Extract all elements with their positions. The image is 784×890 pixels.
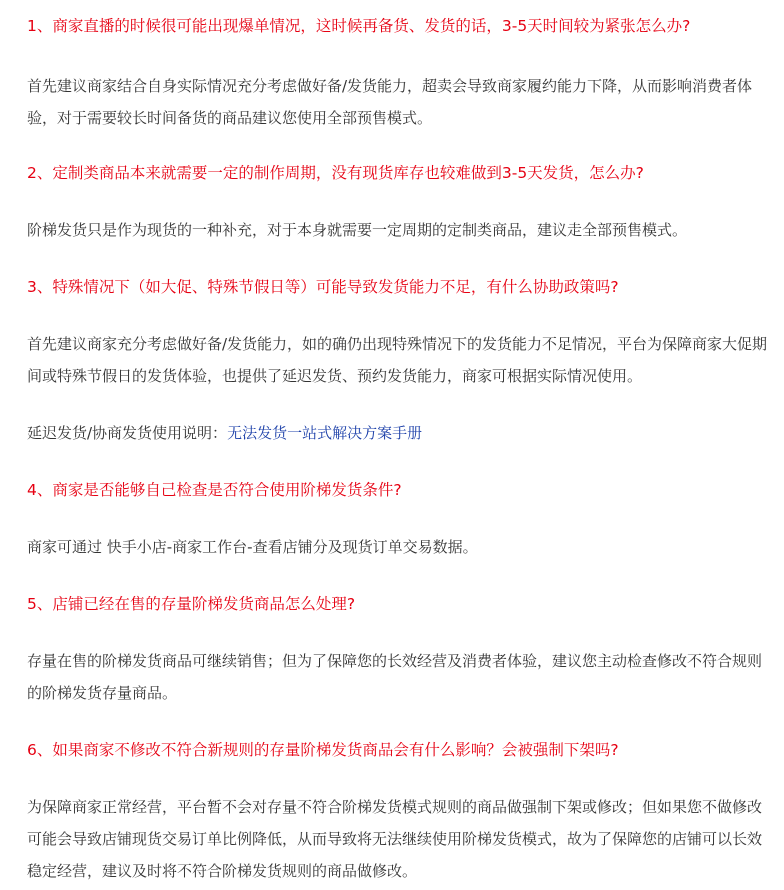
faq-question-3: 3、特殊情况下（如大促、特殊节假日等）可能导致发货能力不足，有什么协助政策吗? [27,278,619,296]
faq-answer-6: 为保障商家正常经营，平台暂不会对存量不符合阶梯发货模式规则的商品做强制下架或修改；但如果您不做修改可能会导致店铺现货交易订单比例降低，从而导致将无法继续使用阶梯发货模式，故为了保障您的店铺可以长效稳定经营，建议及时将不符合阶梯发货规则的商品做修改。 [27,798,763,880]
solution-manual-link[interactable]: 无法发货一站式解决方案手册 [227,424,423,442]
faq-question-4: 4、商家是否能够自己检查是否符合使用阶梯发货条件? [27,481,402,499]
faq-answer-4: 商家可通过 快手小店-商家工作台-查看店铺分及现货订单交易数据。 [27,538,478,556]
faq-question-6: 6、如果商家不修改不符合新规则的存量阶梯发货商品会有什么影响？会被强制下架吗? [27,741,619,759]
faq-question-2: 2、定制类商品本来就需要一定的制作周期，没有现货库存也较难做到3-5天发货，怎么办? [27,164,644,182]
note-label: 延迟发货/协商发货使用说明： [27,424,228,442]
faq-answer-5: 存量在售的阶梯发货商品可继续销售；但为了保障您的长效经营及消费者体验，建议您主动检查修改不符合规则的阶梯发货存量商品。 [27,652,763,702]
faq-answer-3: 首先建议商家充分考虑做好备/发货能力，如的确仍出现特殊情况下的发货能力不足情况，平台为保障商家大促期间或特殊节假日的发货体验，也提供了延迟发货、预约发货能力，商家可根据实际情况使用。 [27,335,768,385]
faq-question-5: 5、店铺已经在售的存量阶梯发货商品怎么处理? [27,595,356,613]
faq-note-3 [27,417,769,449]
faq-answer-1: 首先建议商家结合自身实际情况充分考虑做好备/发货能力，超卖会导致商家履约能力下降，从而影响消费者体验，对于需要较长时间备货的商品建议您使用全部预售模式。 [27,77,753,127]
faq-question-1: 1、商家直播的时候很可能出现爆单情况，这时候再备货、发货的话，3-5天时间较为紧张怎么办? [27,17,691,35]
faq-answer-2: 阶梯发货只是作为现货的一种补充，对于本身就需要一定周期的定制类商品，建议走全部预售模式。 [27,221,688,239]
